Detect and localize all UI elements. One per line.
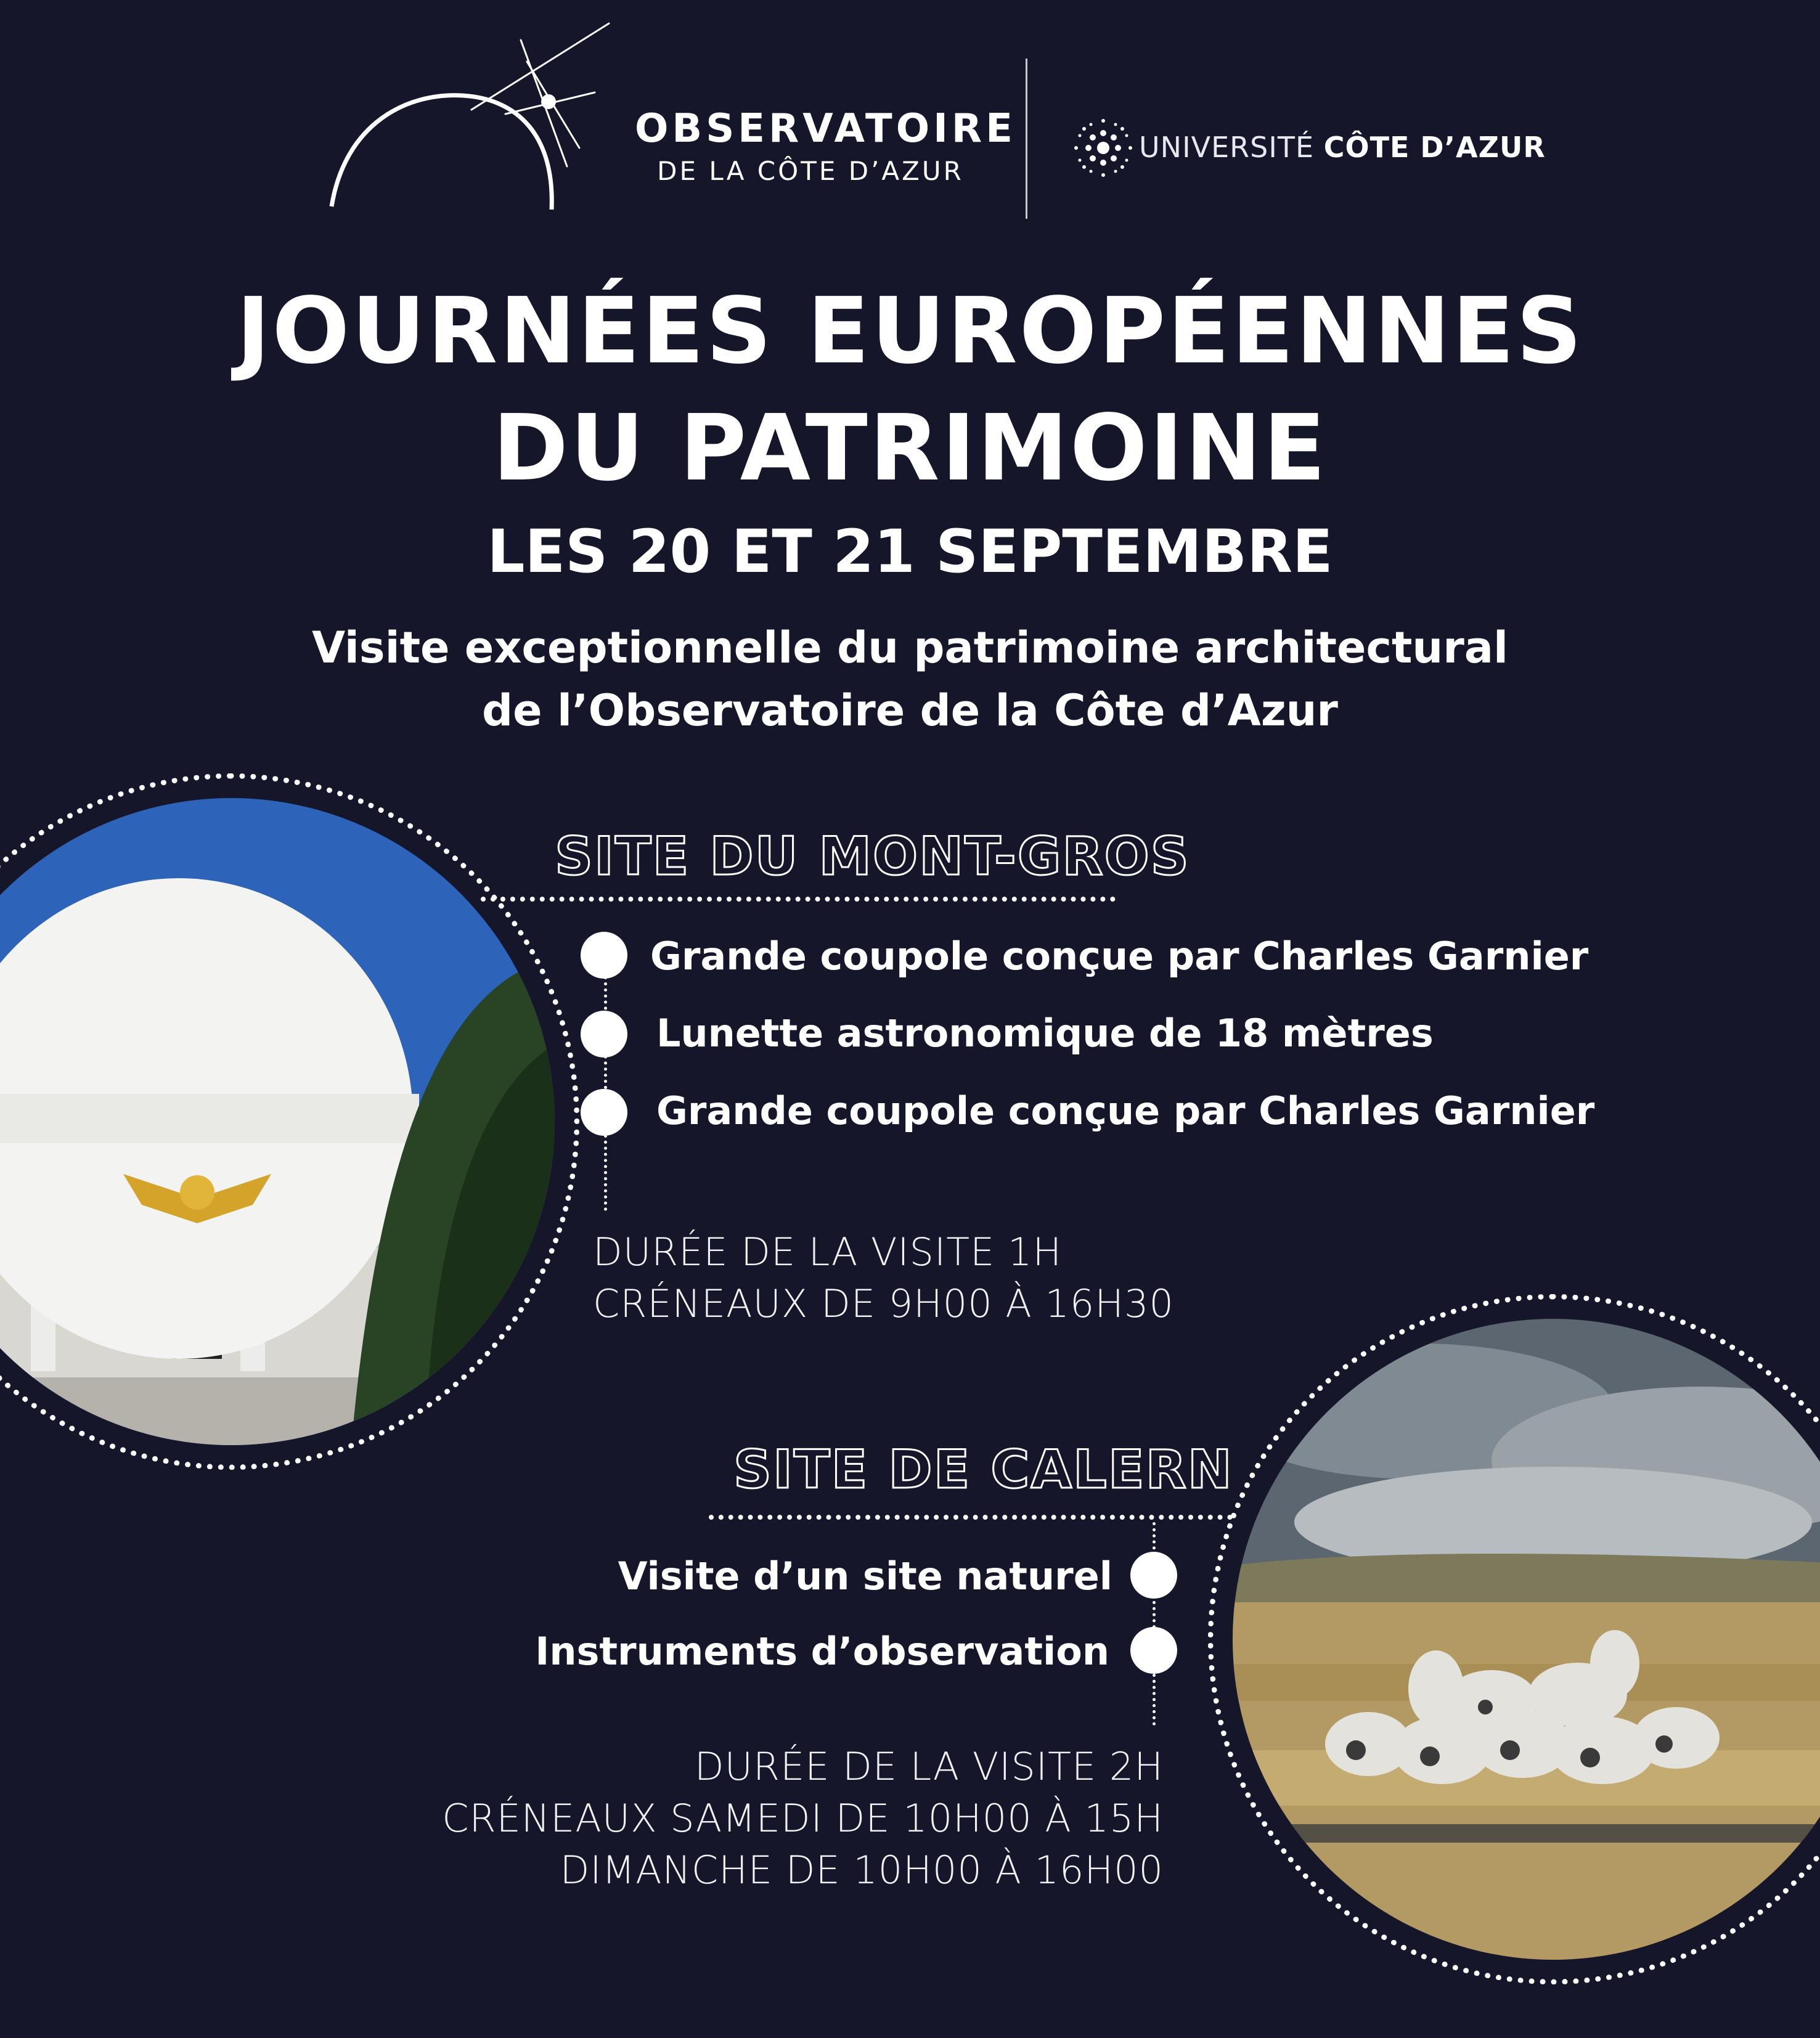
calern-slots-saturday: CRÉNEAUX SAMEDI DE 10H00 À 15H xyxy=(442,1796,1164,1841)
mont-gros-item-2: Lunette astronomique de 18 mètres xyxy=(656,1011,1434,1056)
event-intro xyxy=(0,616,1820,742)
mont-gros-bullet-2 xyxy=(581,1011,627,1058)
header-divider xyxy=(1026,59,1027,219)
calern-divider xyxy=(709,1515,1233,1520)
mont-gros-bullet-3 xyxy=(581,1089,627,1136)
calern-item-2: Instruments d’observation xyxy=(535,1629,1109,1674)
event-title-line1: JOURNÉES EUROPÉENNES xyxy=(236,278,1584,384)
mont-gros-slots: CRÉNEAUX DE 9H00 À 16H30 xyxy=(593,1281,1174,1326)
calern-info xyxy=(431,1741,1164,1896)
universite-name-light: UNIVERSITÉ xyxy=(1139,131,1315,164)
mont-gros-bullet-1 xyxy=(581,932,627,979)
observatoire-name-line2: DE LA CÔTE D’AZUR xyxy=(657,156,964,186)
calern-duration: DURÉE DE LA VISITE 2H xyxy=(694,1744,1164,1789)
mont-gros-item-1: Grande coupole conçue par Charles Garnier xyxy=(650,934,1589,979)
site-calern-title: SITE DE CALERN xyxy=(733,1439,1233,1501)
mont-gros-item-3: Grande coupole conçue par Charles Garnier xyxy=(656,1088,1595,1133)
site-mont-gros-title: SITE DU MONT-GROS xyxy=(555,826,1190,887)
calern-slots-sunday: DIMANCHE DE 10H00 À 16H00 xyxy=(560,1848,1164,1893)
calern-bullet-1 xyxy=(1130,1552,1177,1599)
universite-name-bold: CÔTE D’AZUR xyxy=(1323,131,1546,164)
event-intro-line2: de l’Observatoire de la Côte d’Azur xyxy=(482,685,1338,736)
calern-item-1: Visite d’un site naturel xyxy=(618,1554,1112,1599)
universite-name xyxy=(1139,131,1546,164)
event-title-line2: DU PATRIMOINE xyxy=(492,395,1328,501)
calern-bullet-2 xyxy=(1130,1627,1177,1674)
observatoire-name xyxy=(635,106,1016,189)
universite-logo-icon xyxy=(1072,117,1134,179)
mont-gros-info xyxy=(593,1226,1174,1330)
observatoire-logo-icon xyxy=(320,18,616,222)
event-dates: LES 20 ET 21 SEPTEMBRE xyxy=(487,517,1333,586)
observatoire-name-line1: OBSERVATOIRE xyxy=(635,106,1016,152)
mont-gros-duration: DURÉE DE LA VISITE 1H xyxy=(593,1229,1063,1274)
mont-gros-divider xyxy=(481,897,1116,902)
event-intro-line1: Visite exceptionnelle du patrimoine architectural xyxy=(311,622,1509,673)
